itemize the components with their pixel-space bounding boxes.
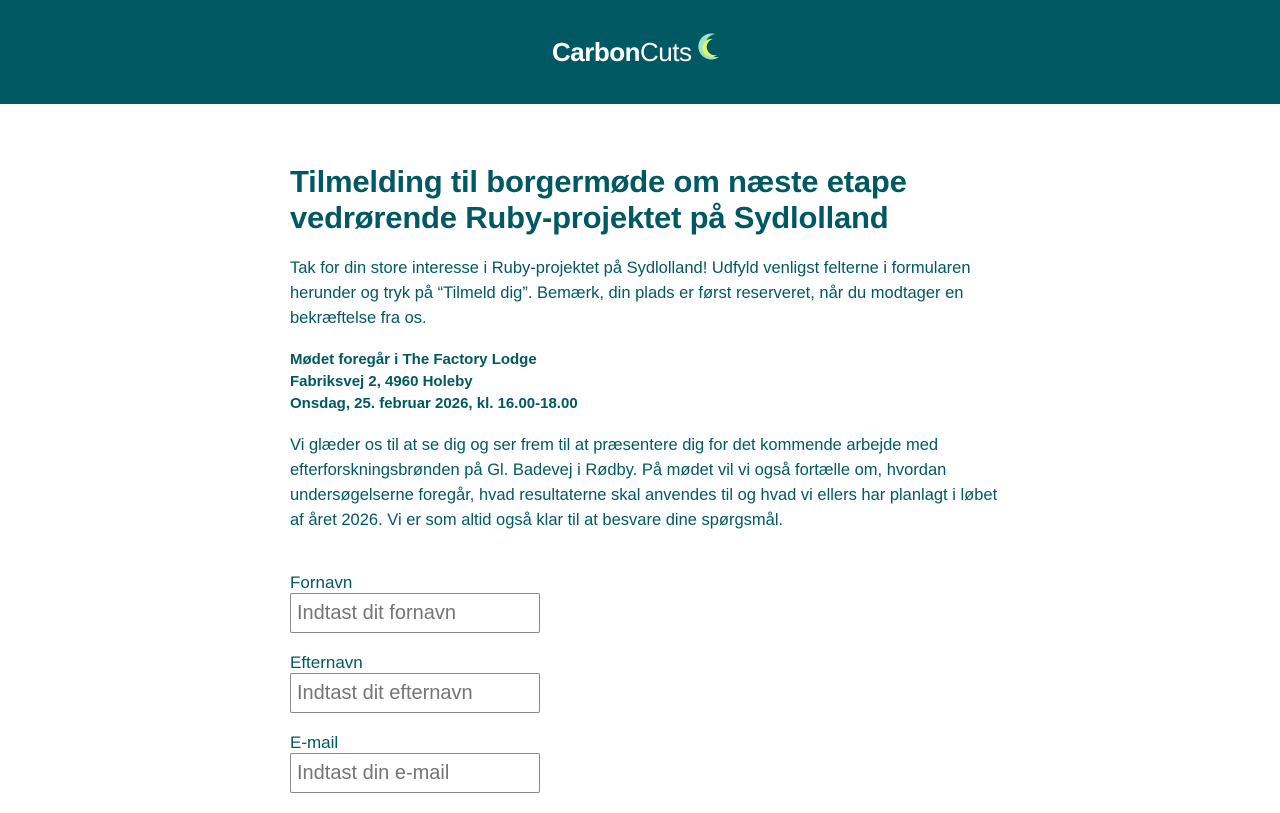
email-field-group: [290, 733, 1010, 793]
logo-wordmark: [552, 39, 691, 65]
first-name-input[interactable]: [290, 593, 540, 633]
last-name-field-group: [290, 653, 1010, 713]
meeting-venue: Mødet foregår i The Factory Lodge: [290, 351, 537, 368]
description-text: Vi glæder os til at se dig og ser frem til at præsentere dig for det kommende arbejde med efterforskningsbrønden på Gl. Badevej i Rødby. På mødet vil vi også fortælle om, hvordan undersøgelserne foregår, hvad resultaterne skal anvendes til og hvad vi ellers har planlagt i løbet af året 2026. Vi er som altid også klar til at besvare dine spørgsmål.: [290, 436, 998, 529]
first-name-label: Fornavn: [290, 573, 353, 592]
carboncuts-logo[interactable]: [552, 32, 721, 72]
site-header: [0, 0, 1280, 104]
email-label: E-mail: [290, 733, 339, 752]
meeting-datetime: Onsdag, 25. februar 2026, kl. 16.00-18.00: [290, 395, 578, 412]
last-name-label: Efternavn: [290, 653, 363, 672]
email-input[interactable]: [290, 753, 540, 793]
logo-wordmark-carbon: Carbon: [552, 37, 640, 67]
meeting-address: Fabriksvej 2, 4960 Holeby: [290, 373, 473, 390]
page-title: Tilmelding til borgermøde om næste etape vedrørende Ruby-projektet på Sydlolland: [290, 164, 907, 235]
last-name-input[interactable]: [290, 673, 540, 713]
signup-form: [290, 573, 1010, 793]
intro-text: Tak for din store interesse i Ruby-projektet på Sydlolland! Udfyld venligst felterne i formularen herunder og tryk på “Tilmeld dig”. Bemærk, din plads er først reserveret, når du modtager en bekræftelse fra os.: [290, 259, 971, 327]
logo-wordmark-cuts: Cuts: [640, 37, 692, 67]
first-name-field-group: [290, 573, 1010, 633]
meeting-location: [290, 349, 1010, 415]
main-content: [290, 164, 1010, 813]
crescent-logo-icon: [693, 31, 721, 68]
